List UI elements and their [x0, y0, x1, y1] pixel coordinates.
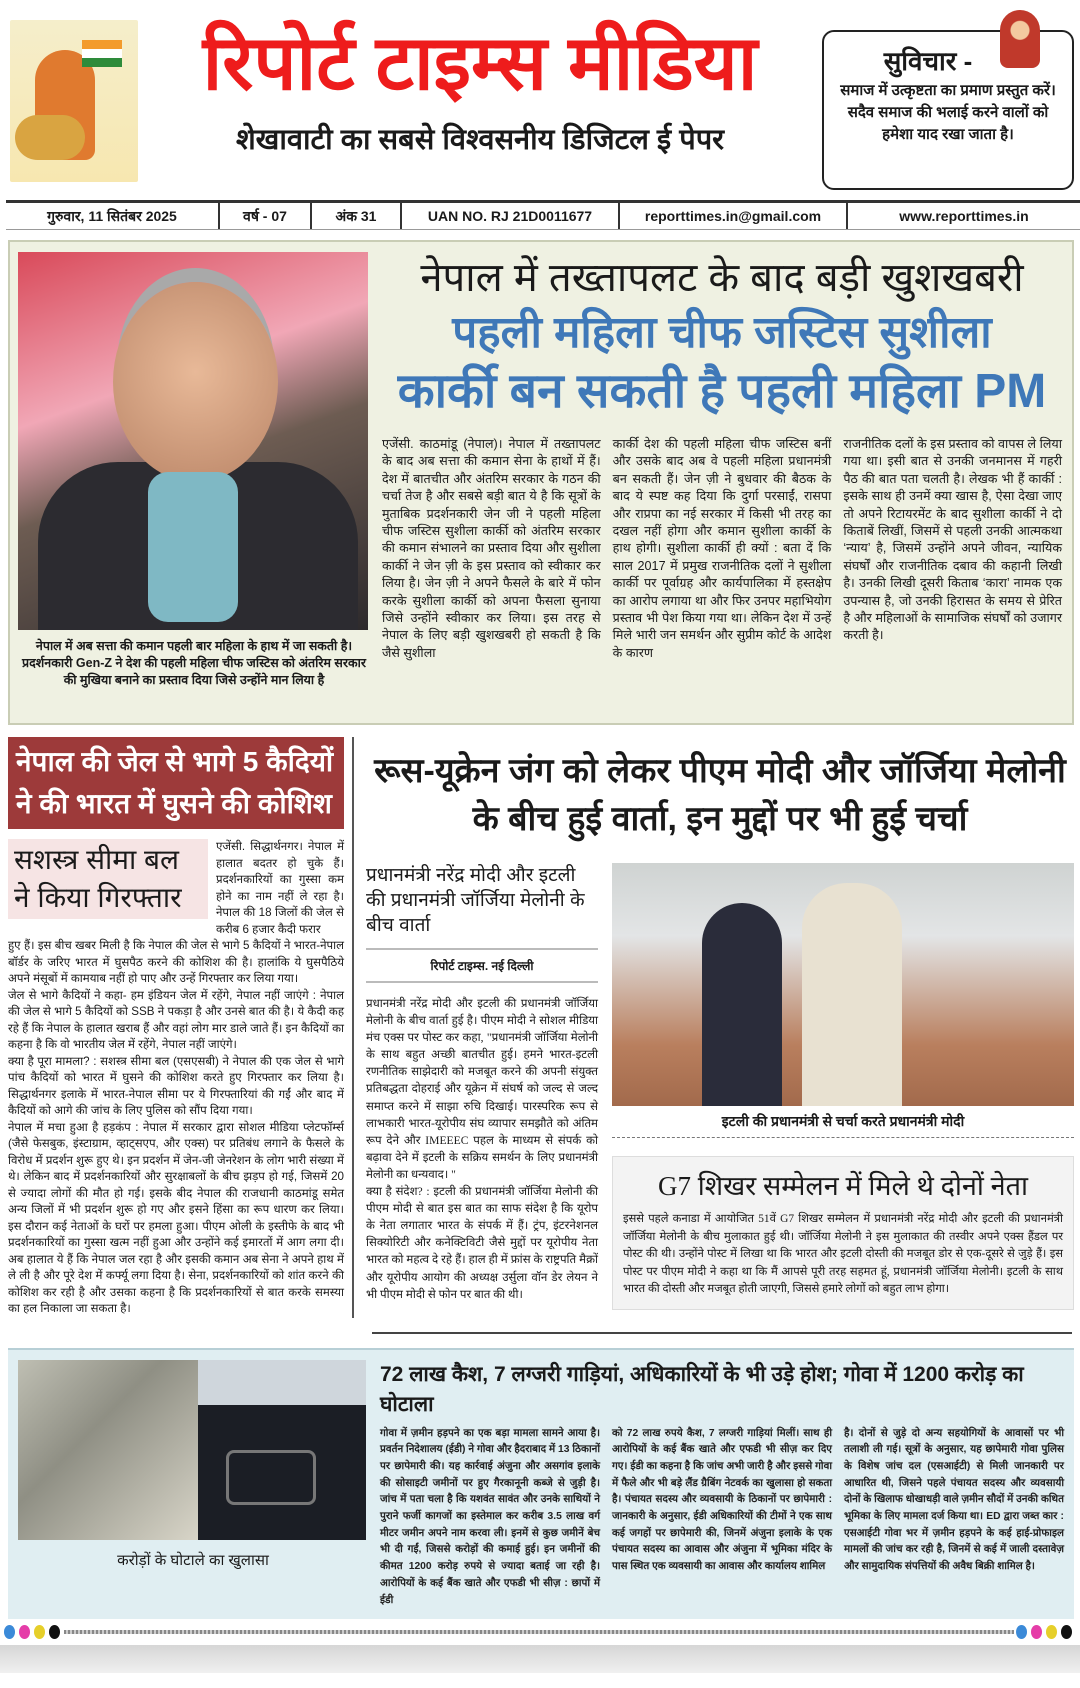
middle-section [8, 737, 1074, 1318]
date-bar [6, 200, 1080, 230]
paragraph: जेल से भागे कैदियों ने कहा- हम इंडियन जेल में रहेंगे, नेपाल नहीं जाएंगे : नेपाल की जेल से भागे 5 कैदियों को SSB ने पकड़ा है और उनसे बात की है। ये कैदी कह रहे हैं कि नेपाल के हालात खराब हैं और वहां लोग मार डाले जाते हैं। इन कैदियों का कहना है कि वो भारतीय जेल में रहेंगे, नेपाल नहीं जाएंगे। [8, 988, 344, 1051]
cash-photo [18, 1360, 198, 1540]
goa-text-column [380, 1360, 1064, 1610]
byline: रिपोर्ट टाइम्स. नई दिल्ली [366, 948, 598, 983]
registration-marks-right [1016, 1625, 1072, 1639]
lead-headline-line2: कार्की बन सकती है पहली महिला PM [397, 365, 1047, 418]
modi-meloni-subhead: प्रधानमंत्री नरेंद्र मोदी और इटली की प्रधानमंत्री जॉर्जिया मेलोनी के बीच वार्ता [366, 865, 585, 936]
modi-meloni-body [366, 995, 598, 1303]
section-divider [372, 1332, 1072, 1334]
paragraph: क्या है पूरा मामला? : सशस्त्र सीमा बल (एसएसबी) ने नेपाल की एक जेल से भागे पांच कैदियों को भारत में घुसने की कोशिश करते हुए गिरफ्तार कर लिया है। सिद्धार्थनगर इलाके में भारत-नेपाल सीमा पर ये गिरफ्तारियां की गईं और बाद में कैदियों को आगे की जांच के लिए पुलिस को सौंप दिया गया। [8, 1054, 344, 1117]
lead-photo-column [18, 252, 370, 713]
goa-column: गोवा में ज़मीन हड़पने का एक बड़ा मामला सामने आया है। प्रवर्तन निदेशालय (ईडी) ने गोवा और हैदराबाद में 13 ठिकानों पर छापेमारी की। यह कार्रवाई अंजुना और असगांव इलाके की सोसाइटी जमीनों पर हुए गैरकानूनी कब्जे से जुड़ी है। जांच में पता चला है कि यशवंत सावंत और उनके साथियों ने पुराने फर्जी कागजों का इस्तेमाल कर करीब 3.5 लाख वर्ग मीटर जमीन अपने नाम करवा ली। इनमें से कुछ जमीनें बेच भी दी गईं, जिससे करोड़ों की कमाई हुई। इन जमीनों की कीमत 1200 करोड़ रुपये से ज्यादा बताई जा रही है। आरोपियों के कई बैंक खाते और एफडी भी सीज़ : छापों में ईडी [380, 1427, 600, 1606]
g7-headline: G7 शिखर सम्मेलन में मिले थे दोनों नेता [657, 1171, 1028, 1201]
goa-photo-column [18, 1360, 368, 1610]
goa-column: को 72 लाख रुपये कैश, 7 लग्जरी गाड़ियां मिलीं। साथ ही आरोपियों के कई बैंक खाते और एफडी भी सीज़ कर दिए गए। ईडी का कहना है कि जांच अभी जारी है और इससे गोवा में फैले और भी बड़े लैंड ग्रैबिंग नेटवर्क का खुलासा हो सकता है। पंचायत सदस्य और व्यवसायी के ठिकानों पर छापेमारी : जानकारी के अनुसार, ईडी अधिकारियों की टीमों ने एक साथ कई जगहों पर छापेमारी की, जिनमें अंजुना इलाके के एक पंचायत सदस्य का आवास और अंजुना में भूमिका मंदिर के पास स्थित एक व्यवसायी का आवास और कार्यालय शामिल [612, 1427, 832, 1573]
modi-meloni-text-column [366, 863, 598, 1310]
g7-box [612, 1156, 1074, 1310]
goa-story-box [8, 1348, 1074, 1620]
goa-headline: 72 लाख कैश, 7 लग्जरी गाड़ियां, अधिकारियों के भी उड़े होश; गोवा में 1200 करोड़ का घोटाला [380, 1362, 1024, 1416]
lead-body [382, 436, 1062, 662]
paragraph: प्रधानमंत्री नरेंद्र मोदी और इटली की प्रधानमंत्री जॉर्जिया मेलोनी के बीच वार्ता हुई है। पीएम मोदी ने सोशल मीडिया मंच एक्स पर पोस्ट कर कहा, "प्रधानमंत्री जॉर्जिया मेलोनी के साथ बहुत अच्छी बातचीत हुई। हमने भारत-इटली रणनीतिक साझेदारी को मजबूत करने की अपनी संयुक्त प्रतिबद्धता दोहराई और यूक्रेन में संघर्ष को जल्द से जल्द समाप्त करने में साझा रुचि दिखाई। पारस्परिक रूप से लाभकारी भारत-यूरोपीय संघ व्यापार समझौते को अंतिम रूप देने और IMEEEC पहल के माध्यम से संपर्क को बढ़ावा देने में इटली के सक्रिय समर्थन के लिए प्रधानमंत्री मेलोनी का धन्यवाद। " [366, 997, 598, 1181]
print-marks-row [0, 1623, 1080, 1645]
sushila-karki-photo [18, 252, 368, 630]
india-flag-icon [82, 40, 122, 67]
goa-column: है। दोनों से जुड़े दो अन्य सहयोगियों के आवासों पर भी तलाशी ली गई। सूत्रों के अनुसार, यह छापेमारी गोवा पुलिस के विशेष जांच दल (एसआईटी) से मिली जानकारी पर आधारित थी, जिसने पहले पंचायत सदस्य और व्यवसायी दोनों के खिलाफ धोखाधड़ी वाले ज़मीन सौदों में उनकी कथित भूमिका के लिए मामला दर्ज किया था। ED द्वारा जब्त कार : एसआईटी गोवा भर में ज़मीन हड़पने के कई हाई-प्रोफाइल मामलों की जांच कर रही है, जिनमें से कई में जाली दस्तावेज़ और सामुदायिक संपत्तियों की अवैध बिक्री शामिल है। [844, 1427, 1064, 1573]
email-link[interactable]: reporttimes.in@gmail.com [620, 203, 848, 229]
goa-photo-caption: करोड़ों के घोटाले का खुलासा [117, 1551, 269, 1569]
paragraph: क्या है संदेश? : इटली की प्रधानमंत्री जॉर्जिया मेलोनी की पीएम मोदी से बात इस बात का साफ संदेश है कि यूरोप के नेता लगातार भारत के संपर्क में हैं। ट्रंप, इंटरनेशनल सिक्योरिटी और कनेक्टिविटी जैसे मुद्दों पर यूरोपीय नेता भारत को महत्व दे रहे हैं। हाल ही में फ्रांस के राष्ट्रपति मैक्रों और यूरोपीय आयोग की अध्यक्ष उर्सुला वॉन डेर लेयन ने भी पीएम मोदी से फोन पर बात की थी। [366, 1185, 598, 1301]
namaste-woman-icon [1000, 10, 1040, 68]
suvichar-text: समाज में उत्कृष्टता का प्रमाण प्रस्तुत करें। सदैव समाज की भलाई करने वालों को हमेशा याद रखा जाता है। [840, 82, 1056, 143]
nepal-jail-headline: नेपाल की जेल से भागे 5 कैदियों ने की भारत में घुसने की कोशिश [8, 737, 344, 829]
page-footer-band [0, 1645, 1080, 1673]
lead-photo-caption: नेपाल में अब सत्ता की कमान पहली बार महिला के हाथ में जा सकती है। प्रदर्शनकारी Gen-Z ने देश की पहली महिला चीफ जस्टिस को अंतरिम सरकार की मुखिया बनाने का प्रस्ताव दिया जिसे उन्होंने मान लिया है [22, 639, 366, 687]
masthead [0, 0, 1080, 200]
paragraph: हुए हैं। इस बीच खबर मिली है कि नेपाल की जेल से भागे 5 कैदियों ने भारत-नेपाल बॉर्डर के जरिए भारत में घुसपैठ करने की कोशिश की है। हालांकि ये घुसपैठिये अपने मंसूबों में कामयाब नहीं हो पाए और उन्हें गिरफ्तार कर लिया गया। [8, 939, 344, 985]
masthead-tagline: शेखावाटी का सबसे विश्वसनीय डिजिटल ई पेपर [235, 124, 725, 156]
goddess-logo-image [10, 20, 138, 182]
lead-headline-line1: पहली महिला चीफ जस्टिस सुशीला [452, 308, 992, 357]
issue-date: गुरुवार, 11 सितंबर 2025 [6, 203, 220, 229]
website-link[interactable]: www.reporttimes.in [899, 208, 1029, 224]
paragraph: नेपाल में मचा हुआ है हड़कंप : नेपाल में सरकार द्वारा सोशल मीडिया प्लेटफॉर्म्स (जैसे फेसबुक, इंस्टाग्राम, व्हाट्सएप, और एक्स) पर प्रतिबंध लगाने के फैसले के विरोध में प्रदर्शन शुरू हुए थे। इन प्रदर्शन में जेन-जी जेनरेशन के लोग भारी संख्या में थे। लेकिन बाद में प्रदर्शनकारियों और सुरक्षाबलों के बीच झड़प हो गई, जिसमें 20 से ज्यादा लोगों की मौत हो गई। इसके बीद नेपाल की राजधानी काठमांडू समेत अन्य जिलों में भी प्रदर्शन शुरू हो गए और इसने हिंसा का रूप धारण कर लिया। इस दौरान कई नेताओं के घरों पर हमला हुआ। पीएम ओली के इस्तीफे के बाद भी प्रदर्शनकारियों का गुस्सा खत्म नहीं हुआ और उन्होंने कई इमारतों में आग लगा दी। अब हालात ये हैं कि नेपाल जल रहा है और इसकी कमान अब सेना ने अपने हाथ में ले ली है और पूरे देश में कर्फ्यू लगा दिया है। सेना, प्रदर्शनकारियों को शांत करने की कोशिश कर रही है और उसका कहना है कि प्रदर्शनकारियों से बात करके समस्या का हल निकाला जा सकता है। [8, 1120, 344, 1315]
lead-column: एजेंसी. काठमांडू (नेपाल)। नेपाल में तख्तापलट के बाद अब सत्ता की कमान सेना के हाथों में हैं। देश में बातचीत और अंतरिम सरकार के गठन की चर्चा तेज है और सबसे बड़ी बात ये है कि सूत्रों के मुताबिक प्रदर्शनकारी जेन जी ने पहली महिला चीफ जस्टिस सुशीला कार्की को अंतरिम सरकार की कमान संभालने का प्रस्ताव दिया और सुशीला कार्की ने जेन ज़ी के इस प्रस्ताव को स्वीकार कर लिया है। जेन ज़ी ने अपने फैसले के बारे में फोन करके सुशीला कार्की को अपना फैसला सुनाया जिसे उन्होंने स्वीकार कर लिया। इस तरह से नेपाल के लिए बड़ी खुशखबरी हो सकती है कि जैसे सुशीला [382, 437, 601, 660]
modi-meloni-photo [612, 863, 1074, 1106]
issue-year: वर्ष - 07 [220, 203, 312, 229]
suvichar-title: सुविचार - [883, 46, 973, 76]
lead-story-box [8, 240, 1074, 725]
dotted-rule [64, 1630, 1014, 1634]
modi-meloni-media-column [612, 863, 1074, 1310]
nepal-jail-subhead: सशस्त्र सीमा बल ने किया गिरफ्तार [8, 839, 208, 919]
modi-meloni-story [354, 737, 1074, 1318]
lead-column: कार्की देश की पहली महिला चीफ जस्टिस बनीं और उसके बाद अब वे पहली महिला प्रधानमंत्री बन सकती हैं। जेन ज़ी ने बुधवार की बैठक के बाद ये स्पष्ट कह दिया कि दुर्गा परसाईं, रासपा और राप्रपा का नई सरकार में किसी भी तरह का दखल नहीं होगा और कमान सुशीला कार्की के हाथ होगी। सुशीला कार्की ही क्यों : बता दें कि साल 2017 में प्रमुख राजनीतिक दलों ने सुशीला कार्की पर पूर्वाग्रह और कार्यपालिका में हस्तक्षेप का आरोप लगाया था और फिर उनपर महाभियोग प्रस्ताव भी पेश किया गया था। लेकिन देश में उन्हें मिले भारी जन समर्थन और सुप्रीम कोर्ट के आदेश के कारण [612, 437, 832, 660]
lead-headline-kicker: नेपाल में तख्तापलट के बाद बड़ी खुशखबरी [420, 256, 1024, 300]
uan-number: UAN NO. RJ 21D0011677 [402, 203, 620, 229]
issue-number: अंक 31 [312, 203, 402, 229]
lead-text-column [382, 252, 1062, 713]
g7-body: इससे पहले कनाडा में आयोजित 51वें G7 शिखर सम्मेलन में प्रधानमंत्री नरेंद्र मोदी और इटली की प्रधानमंत्री जॉर्जिया मेलोनी के बीच मुलाकात हुई थी। जॉर्जिया मेलोनी ने इस मुलाकात की तस्वीर अपने एक्स हैंडल पर पोस्ट की थी। उन्होंने पोस्ट में लिखा था कि भारत और इटली दोस्ती की मजबूत डोर से एक-दूसरे से जुड़े हैं। इस पोस्ट पर पीएम मोदी ने कहा था कि मैं आपसे पूरी तरह सहमत हूं, प्रधानमंत्री जॉर्जिया मेलोनी। इटली के साथ भारत की दोस्ती और मजबूत होती जाएगी, जिससे हमारे लोगों को बहुत लाभ होगा। [623, 1213, 1063, 1295]
nepal-jail-story [8, 737, 354, 1318]
registration-marks-left [4, 1625, 60, 1639]
car-photo [198, 1360, 366, 1540]
goa-body [380, 1426, 1064, 1610]
lead-column: राजनीतिक दलों के इस प्रस्ताव को वापस ले लिया गया था। इसी बात से उनकी जनमानस में गहरी पैठ की बात पता चलती है। लेखक भी हैं कार्की : इसके साथ ही उनमें क्या खास है, ऐसा देखा जाए तो अपने रिटायरमेंट के बाद सुशीला कार्की ने दो किताबें लिखीं, जिसमें से पहली उनकी आत्मकथा ‘न्याय’ है, जिसमें उन्होंने अपने जीवन, न्यायिक संघर्षों और राजनीतिक दबाव की कहानी लिखी है। उनकी लिखी दूसरी किताब ‘कारा’ नामक एक उपन्यास है, जो उनकी हिरासत के समय से प्रेरित है और महिलाओं के सामाजिक संघर्षों को उजागर करती है। [843, 437, 1062, 643]
nepal-jail-intro: एजेंसी. सिद्धार्थनगर। नेपाल में हालात बदतर हो चुके हैं। प्रदर्शनकारियों का गुस्सा कम होने का नाम नहीं ले रहा है। नेपाल की 18 जिलों की जेल से करीब 6 हजार कैदी फरार [216, 840, 344, 936]
modi-meloni-headline: रूस-यूक्रेन जंग को लेकर पीएम मोदी और जॉर्जिया मेलोनी के बीच हुई वार्ता, इन मुद्दों पर भी हुई चर्चा [374, 752, 1066, 838]
masthead-title: रिपोर्ट टाइम्स मीडिया [202, 21, 758, 106]
nepal-jail-body [8, 839, 344, 1318]
modi-photo-caption: इटली की प्रधानमंत्री से चर्चा करते प्रधानमंत्री मोदी [612, 1112, 1074, 1138]
